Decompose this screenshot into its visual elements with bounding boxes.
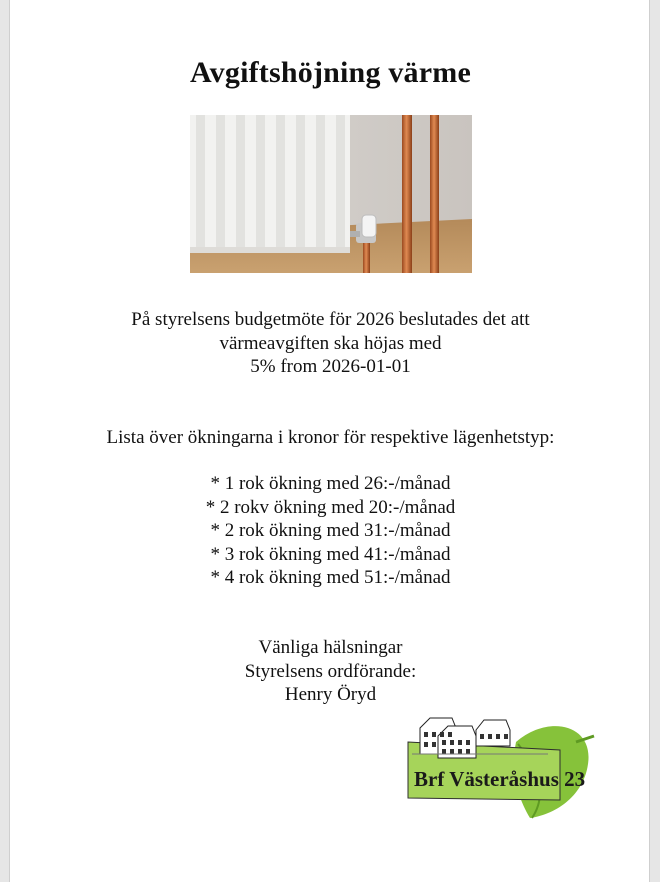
list-item: * 2 rok ökning med 31:-/månad [210,520,451,541]
closing-role: Styrelsens ordförande: [244,660,417,682]
intro-paragraph [10,308,651,379]
closing-greeting: Vänliga hälsningar [258,637,403,658]
increase-list [10,472,651,590]
list-item: * 1 rok ökning med 26:-/månad [210,473,451,494]
document-page [9,0,650,882]
signer-name: Henry Öryd [284,684,377,705]
closing-block [10,636,651,707]
page-title: Avgiftshöjning värme [190,56,471,89]
intro-line-2: värmeavgiften ska höjas med [219,332,442,354]
list-item: * 4 rok ökning med 51:-/månad [210,567,451,588]
radiator-photo [190,115,472,273]
list-item: * 3 rok ökning med 41:-/månad [210,543,451,565]
list-item: * 2 rokv ökning med 20:-/månad [205,496,456,518]
logo-text: Brf Västeråshus 23 [414,767,586,791]
list-heading: Lista över ökningarna i kronor för respektive lägenhetstyp: [106,427,555,448]
intro-line-1: På styrelsens budgetmöte för 2026 beslutades det att [131,309,530,330]
houses-and-leaf-logo [398,714,598,822]
intro-line-3: 5% from 2026-01-01 [250,356,411,377]
